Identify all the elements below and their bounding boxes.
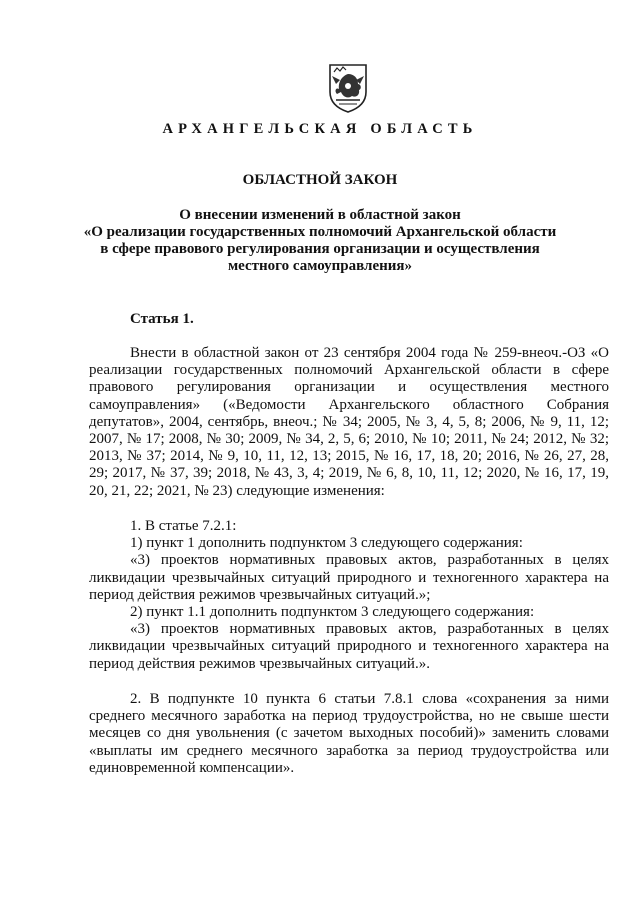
- article-heading: Статья 1.: [130, 311, 194, 327]
- item2-paragraph: 2. В подпункте 10 пункта 6 статьи 7.8.1 слова «сохранения за ними среднего месячного заработка на период трудоустройства, но не свыше шести месяцев со дня увольнения (с зачетом выходных пособий)» заменить словами «выплаты им среднего месячного заработка за период трудоустройства или единовременной компенсации».: [89, 691, 609, 776]
- law-title-line: «О реализации государственных полномочий Архангельской области: [83, 224, 557, 240]
- item1-sub2: 2) пункт 1.1 дополнить подпунктом 3 следующего содержания:: [130, 604, 535, 621]
- law-title-line: О внесении изменений в областной закон: [179, 207, 461, 223]
- law-type-heading: ОБЛАСТНОЙ ЗАКОН: [242, 172, 398, 188]
- region-name: АРХАНГЕЛЬСКАЯ ОБЛАСТЬ: [162, 121, 478, 137]
- item1-sub2-text: «3) проектов нормативных правовых актов, разработанных в целях ликвидации чрезвычайных ситуаций природного и техногенного характера на период действия режимов чрезвычайных ситуаций.».: [89, 621, 609, 672]
- coat-of-arms-icon: [326, 62, 370, 114]
- item1-heading: 1. В статье 7.2.1:: [130, 518, 237, 534]
- intro-paragraph: Внести в областной закон от 23 сентября 2004 года № 259-внеоч.-ОЗ «О реализации государственных полномочий Архангельской области в сфере правового регулирования организации и осуществления местного самоуправления» («Ведомости Архангельского областного Собрания депутатов», 2004, сентябрь, внеоч.; № 34; 2005, № 3, 4, 5, 8; 2006, № 9, 11, 12; 2007, № 17; 2008, № 30; 2009, № 34, 2, 5, 6; 2010, № 10; 2011, № 24; 2012, № 32; 2013, № 37; 2014, № 9, 10, 11, 12, 13; 2015, № 16, 17, 18, 20; 2016, № 26, 27, 28, 29; 2017, № 37, 39; 2018, № 43, 3, 4; 2019, № 6, 8, 10, 11, 12; 2020, № 16, 17, 19, 20, 21, 22; 2021, № 23) следующие изменения:: [89, 345, 609, 499]
- item1-sub1-text: «3) проектов нормативных правовых актов, разработанных в целях ликвидации чрезвычайных ситуаций природного и техногенного характера на период действия режимов чрезвычайных ситуаций.»;: [89, 552, 609, 603]
- article-body-item1: [89, 518, 609, 673]
- article-body-intro: [89, 345, 609, 500]
- article-body-item2: [89, 691, 609, 777]
- law-title: [80, 207, 560, 275]
- law-title-line: в сфере правового регулирования организации и осуществления: [100, 241, 540, 257]
- item1-sub1: 1) пункт 1 дополнить подпунктом 3 следующего содержания:: [130, 535, 523, 552]
- law-title-line: местного самоуправления»: [227, 258, 413, 274]
